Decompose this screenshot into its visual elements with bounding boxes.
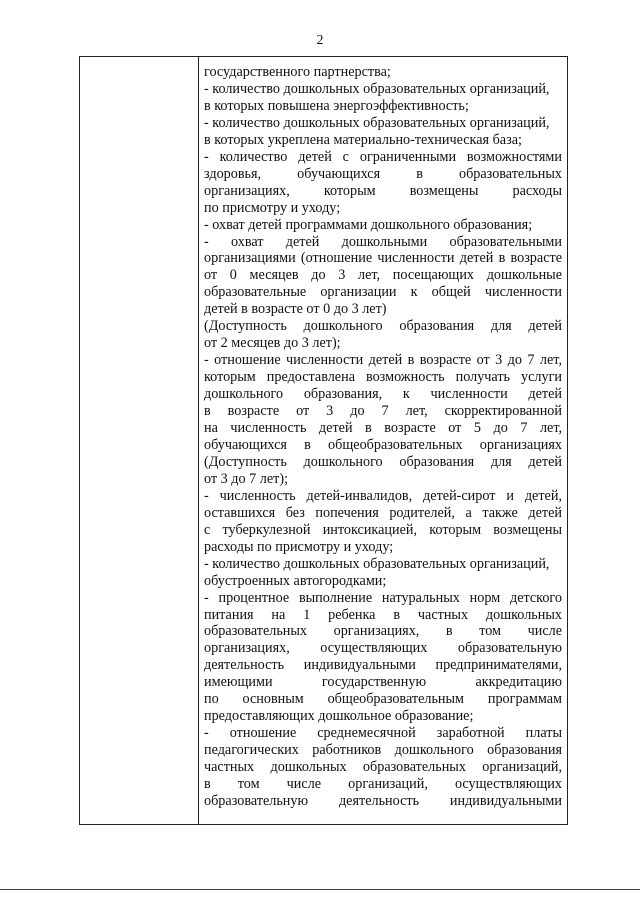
text-line: - охват детей программами дошкольного образования; (204, 216, 533, 233)
text-line: от 0 месяцев до 3 лет, посещающих дошкольные (204, 267, 562, 284)
text-line: педагогических работников дошкольного образования (204, 742, 562, 759)
document-table (79, 56, 568, 825)
scan-bottom-edge (0, 889, 640, 890)
text-line: - отношение среднемесячной заработной платы (204, 725, 562, 742)
text-line: предоставляющих дошкольное образование; (204, 708, 474, 725)
text-line: в которых укреплена материально-техническая база; (204, 131, 522, 148)
text-line: образовательные организации к общей численности (204, 284, 562, 301)
text-line: оставшихся без попечения родителей, а также детей (204, 504, 562, 521)
text-line: на численность детей в возрасте от 5 до 7 лет, (204, 420, 562, 437)
text-line: имеющими государственную аккредитацию (204, 674, 562, 691)
text-line: в возрасте от 3 до 7 лет, скорректированной (204, 403, 562, 420)
text-line: - количество детей с ограниченными возможностями (204, 148, 562, 165)
text-line: питания на 1 ребенка в частных дошкольных (204, 606, 562, 623)
text-line: обучающихся в общеобразовательных организациях (204, 436, 562, 453)
column-divider (198, 57, 199, 824)
text-line: - процентное выполнение натуральных норм детского (204, 589, 562, 606)
text-line: - охват детей дошкольными образовательными (204, 233, 562, 250)
text-line: - количество дошкольных образовательных организаций, (204, 555, 550, 572)
text-line: (Доступность дошкольного образования для детей (204, 318, 562, 335)
text-line: организациях, которым возмещены расходы (204, 182, 562, 199)
text-line: деятельность индивидуальными предпринимателями, (204, 657, 562, 674)
text-line: организациях, осуществляющих образовательную (204, 640, 562, 657)
text-line: - отношение численности детей в возрасте от 3 до 7 лет, (204, 352, 562, 369)
page-number: 2 (316, 33, 324, 48)
text-line: дошкольного образования, к численности детей (204, 386, 562, 403)
text-line: от 2 месяцев до 3 лет); (204, 335, 341, 352)
text-line: - количество дошкольных образовательных организаций, (204, 114, 550, 131)
text-line: которым предоставлена возможность получать услуги (204, 369, 562, 386)
text-line: в том числе организаций, осуществляющих (204, 776, 562, 793)
text-line: с туберкулезной интоксикацией, которым возмещены (204, 521, 562, 538)
text-line: расходы по присмотру и уходу; (204, 538, 394, 555)
text-line: детей в возрасте от 0 до 3 лет) (204, 301, 387, 318)
text-line: - численность детей-инвалидов, детей-сирот и детей, (204, 487, 562, 504)
text-line: образовательную деятельность индивидуальными (204, 792, 562, 809)
text-line: от 3 до 7 лет); (204, 470, 289, 487)
text-line: (Доступность дошкольного образования для детей (204, 453, 562, 470)
text-line: по основным общеобразовательным программам (204, 691, 562, 708)
text-line: - количество дошкольных образовательных организаций, (204, 80, 550, 97)
text-line: обустроенных автогородками; (204, 572, 387, 589)
text-line: организациями (отношение численности детей в возрасте (204, 250, 562, 267)
text-line: частных дошкольных образовательных организаций, (204, 759, 562, 776)
text-line: государственного партнерства; (204, 64, 391, 80)
indicators-cell (204, 64, 562, 810)
text-line: в которых повышена энергоэффективность; (204, 97, 469, 114)
text-line: образовательных организациях, в том числе (204, 623, 562, 640)
text-line: здоровья, обучающихся в образовательных (204, 165, 562, 182)
text-line: по присмотру и уходу; (204, 199, 341, 216)
